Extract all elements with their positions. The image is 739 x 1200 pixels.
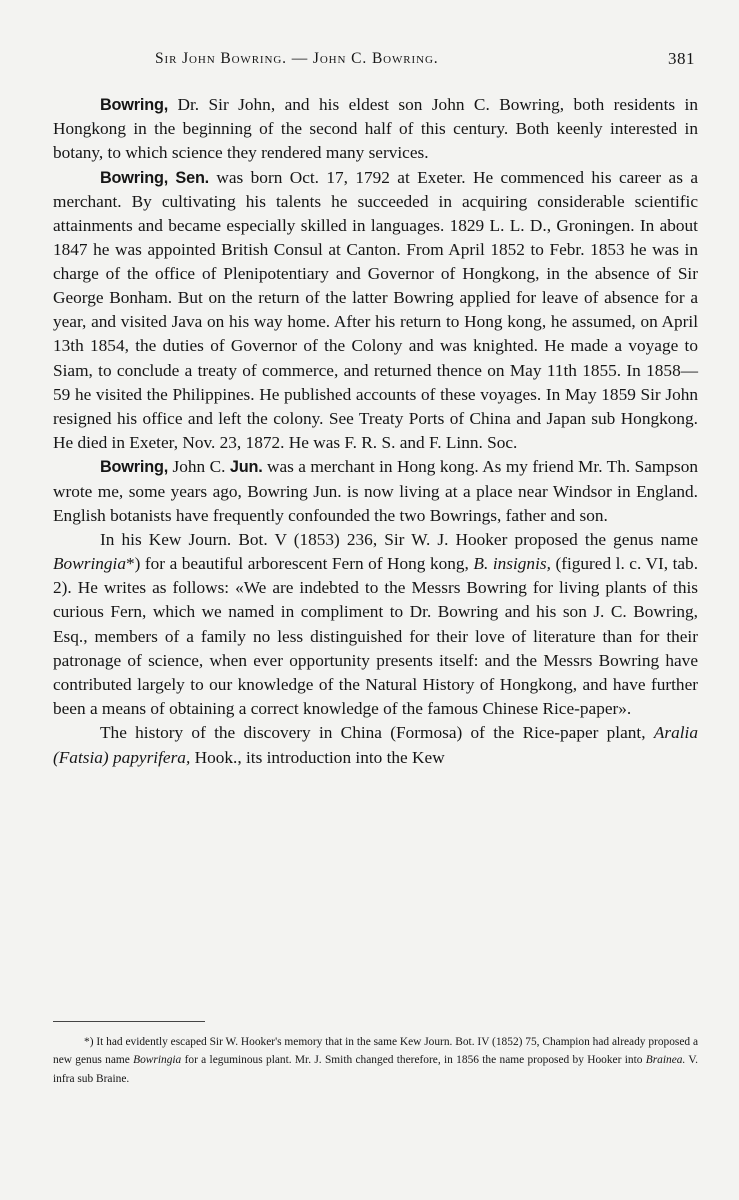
italic-term: B. insignis, bbox=[473, 554, 551, 574]
italic-term: Bowringia bbox=[133, 1054, 182, 1067]
footnote-rule bbox=[53, 1021, 205, 1022]
text-run: was a merchant in Hong kong. As my friend Mr. Th. Sampson wrote me, some years ago, Bowring Jun. is now living at a place near Windsor in England. English botanists have frequently confounded the two Bowrings, father and son. bbox=[53, 457, 698, 525]
text-run: was born Oct. 17, 1792 at Exeter. He commenced his career as a merchant. By cultivating his talents he succeeded in acquiring considerable scientific attainments and became especially skilled in languages. 1829 L. L. D., Groningen. In about 1847 he was appointed British Consul at Canton. From April 1852 to Febr. 1853 he was in charge of the office of Plenipotentiary and Governor of Hongkong, in the absence of Sir George Bonham. But on the return of the latter Bowring applied for leave of absence for a year, and visited Java on his way home. After his return to Hong kong, he assumed, on April 13th 1854, the duties of Governor of the Colony and was knighted. He made a voyage to Siam, to conclude a treaty of commerce, and returned thence on May 11th 1855. In 1858—59 he visited the Philippines. He published accounts of these voyages. In May 1859 Sir John resigned his office and left the colony. See Treaty Ports of China and Japan sub Hongkong. He died in Exeter, Nov. 23, 1872. He was F. R. S. and F. Linn. Soc. bbox=[53, 167, 698, 452]
entry-heading: Jun. bbox=[229, 458, 263, 477]
page-number: 381 bbox=[668, 49, 695, 68]
footnote-text bbox=[53, 1033, 698, 1088]
text-run: (figured l. c. VI, tab. 2). He writes as follows: «We are indebted to the Messrs Bowring for living plants of this curious Fern, which we named in compliment to Dr. Bowring and his son J. C. Bowring, Esq., members of a family no less distinguished for their love of literature than for their patronage of science, when ever opportunity presents itself: and the Messrs Bowring have contributed largely to our knowledge of the Natural History of Hongkong, and have further been a means of obtaining a correct knowledge of the famous Chinese Rice-paper». bbox=[53, 554, 699, 718]
entry-heading: Bowring, bbox=[100, 96, 169, 114]
italic-term: Aralia (Fatsia) papyrifera, bbox=[53, 723, 698, 767]
paragraph-bowring-jun bbox=[53, 455, 698, 527]
text-run: V. infra sub Braine. bbox=[53, 1054, 699, 1085]
text-run: The history of the discovery in China (Formosa) of the Rice-paper plant, bbox=[100, 723, 654, 743]
entry-heading: Bowring, bbox=[100, 458, 169, 477]
body-text bbox=[53, 93, 698, 770]
italic-term: Bowringia bbox=[53, 554, 126, 574]
footnote bbox=[53, 1033, 698, 1088]
text-run: Dr. Sir John, and his eldest son John C. Bowring, both residents in Hongkong in the beginning of the second half of this century. Both keenly interested in botany, to which science they rendered many services. bbox=[53, 95, 698, 163]
page-header bbox=[0, 50, 739, 76]
text-run: Hook., its introduction into the Kew bbox=[190, 747, 445, 767]
text-run: *) for a beautiful arborescent Fern of Hong kong, bbox=[125, 554, 474, 574]
paragraph-bowring-intro bbox=[53, 93, 698, 165]
paragraph-bowring-sen bbox=[53, 166, 698, 455]
running-title: Sir John Bowring. — John C. Bowring. bbox=[155, 50, 439, 67]
text-run: John C. bbox=[168, 457, 230, 477]
entry-heading: Bowring, Sen. bbox=[100, 168, 210, 187]
text-run: for a leguminous plant. Mr. J. Smith changed therefore, in 1856 the name proposed by Hooker into bbox=[181, 1054, 646, 1067]
text-run: *) It had evidently escaped Sir W. Hooker's memory that in the same Kew Journ. Bot. IV (1852) 75, Champion had already proposed a new genus name bbox=[53, 1036, 698, 1067]
italic-term: Brainea. bbox=[645, 1054, 686, 1067]
paragraph-rice-paper bbox=[53, 721, 698, 769]
text-run: In his Kew Journ. Bot. V (1853) 236, Sir W. J. Hooker proposed the genus name bbox=[100, 530, 698, 550]
paragraph-hooker-bowringia bbox=[53, 528, 698, 721]
